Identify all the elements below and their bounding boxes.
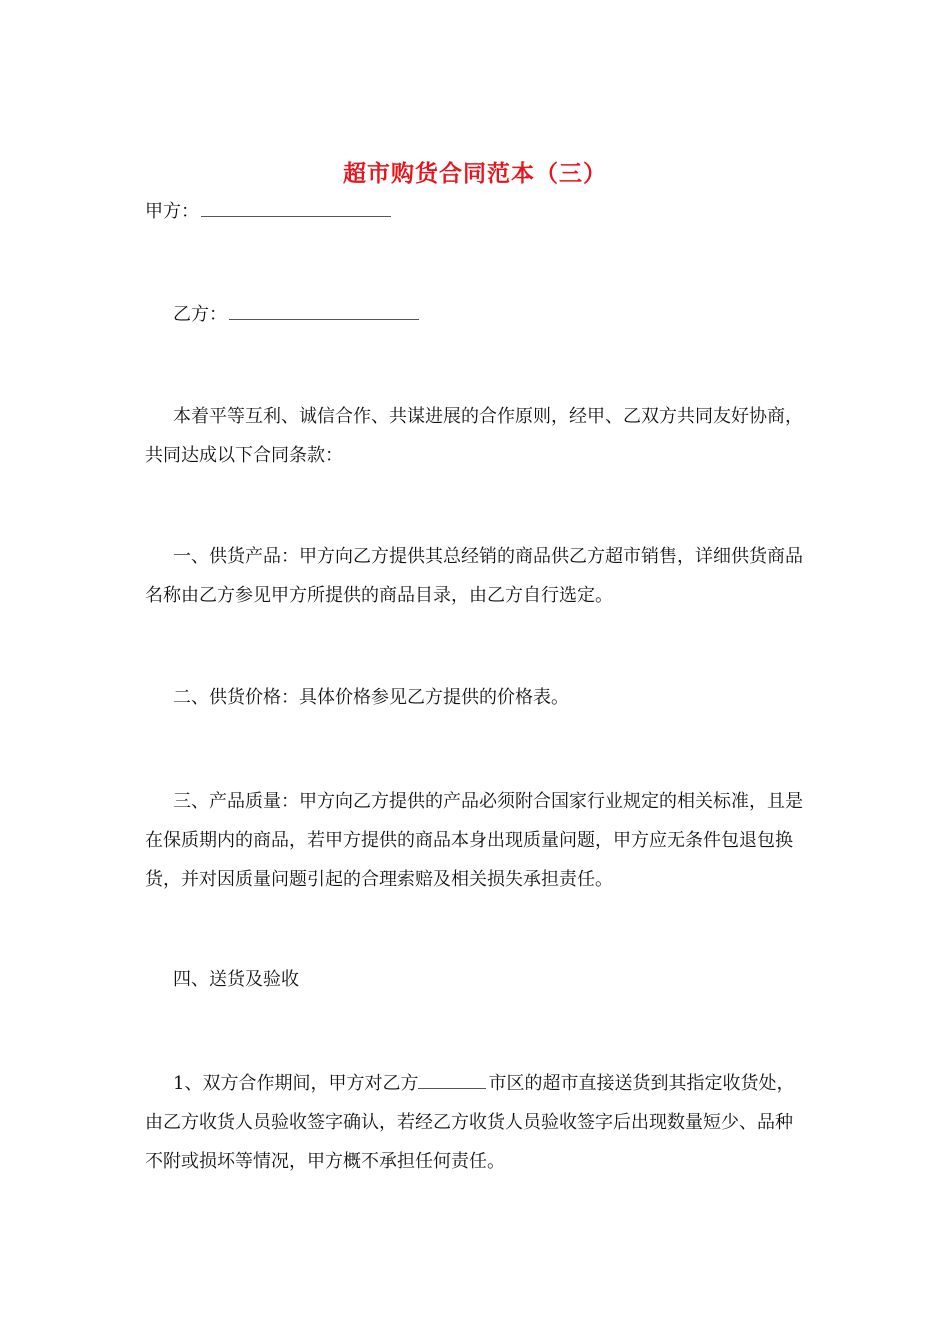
party-b-blank [229,301,419,320]
clause-4-1-blank [418,1070,486,1089]
party-a-blank [201,198,391,217]
party-a-line [145,193,391,231]
clause-2-paragraph: 二、供货价格：具体价格参见乙方提供的价格表。 [173,687,569,708]
clause-3-paragraph: 三、产品质量：甲方向乙方提供的产品必须附合国家行业规定的相关标准，且是在保质期内的商品，若甲方提供的商品本身出现质量问题，甲方应无条件包退包换货，并对因质量问题引起的合理索赔及相关损失承担责任。 [145,791,803,890]
clause-4-heading: 四、送货及验收 [173,969,299,990]
intro-paragraph: 本着平等互利、诚信合作、共谋进展的合作原则，经甲、乙双方共同友好协商，共同达成以下合同条款： [145,406,803,466]
party-b-label: 乙方： [173,304,227,325]
clause-4-1-text-before: 1、双方合作期间，甲方对乙方 [173,1073,419,1094]
document-title: 超市购货合同范本（三） [343,160,607,187]
party-a-label: 甲方： [145,201,199,222]
clause-4-1-paragraph [145,1064,810,1181]
clause-1-paragraph: 一、供货产品：甲方向乙方提供其总经销的商品供乙方超市销售，详细供货商品名称由乙方参见甲方所提供的商品目录，由乙方自行选定。 [145,546,803,606]
clause-4-1-text-after: 市区的超市直接送货到其指定收货处，由乙方收货人员验收签字确认，若经乙方收货人员验收签字后出现数量短少、品种不附或损坏等情况，甲方概不承担任何责任。 [145,1073,795,1172]
party-b-line [173,296,419,334]
